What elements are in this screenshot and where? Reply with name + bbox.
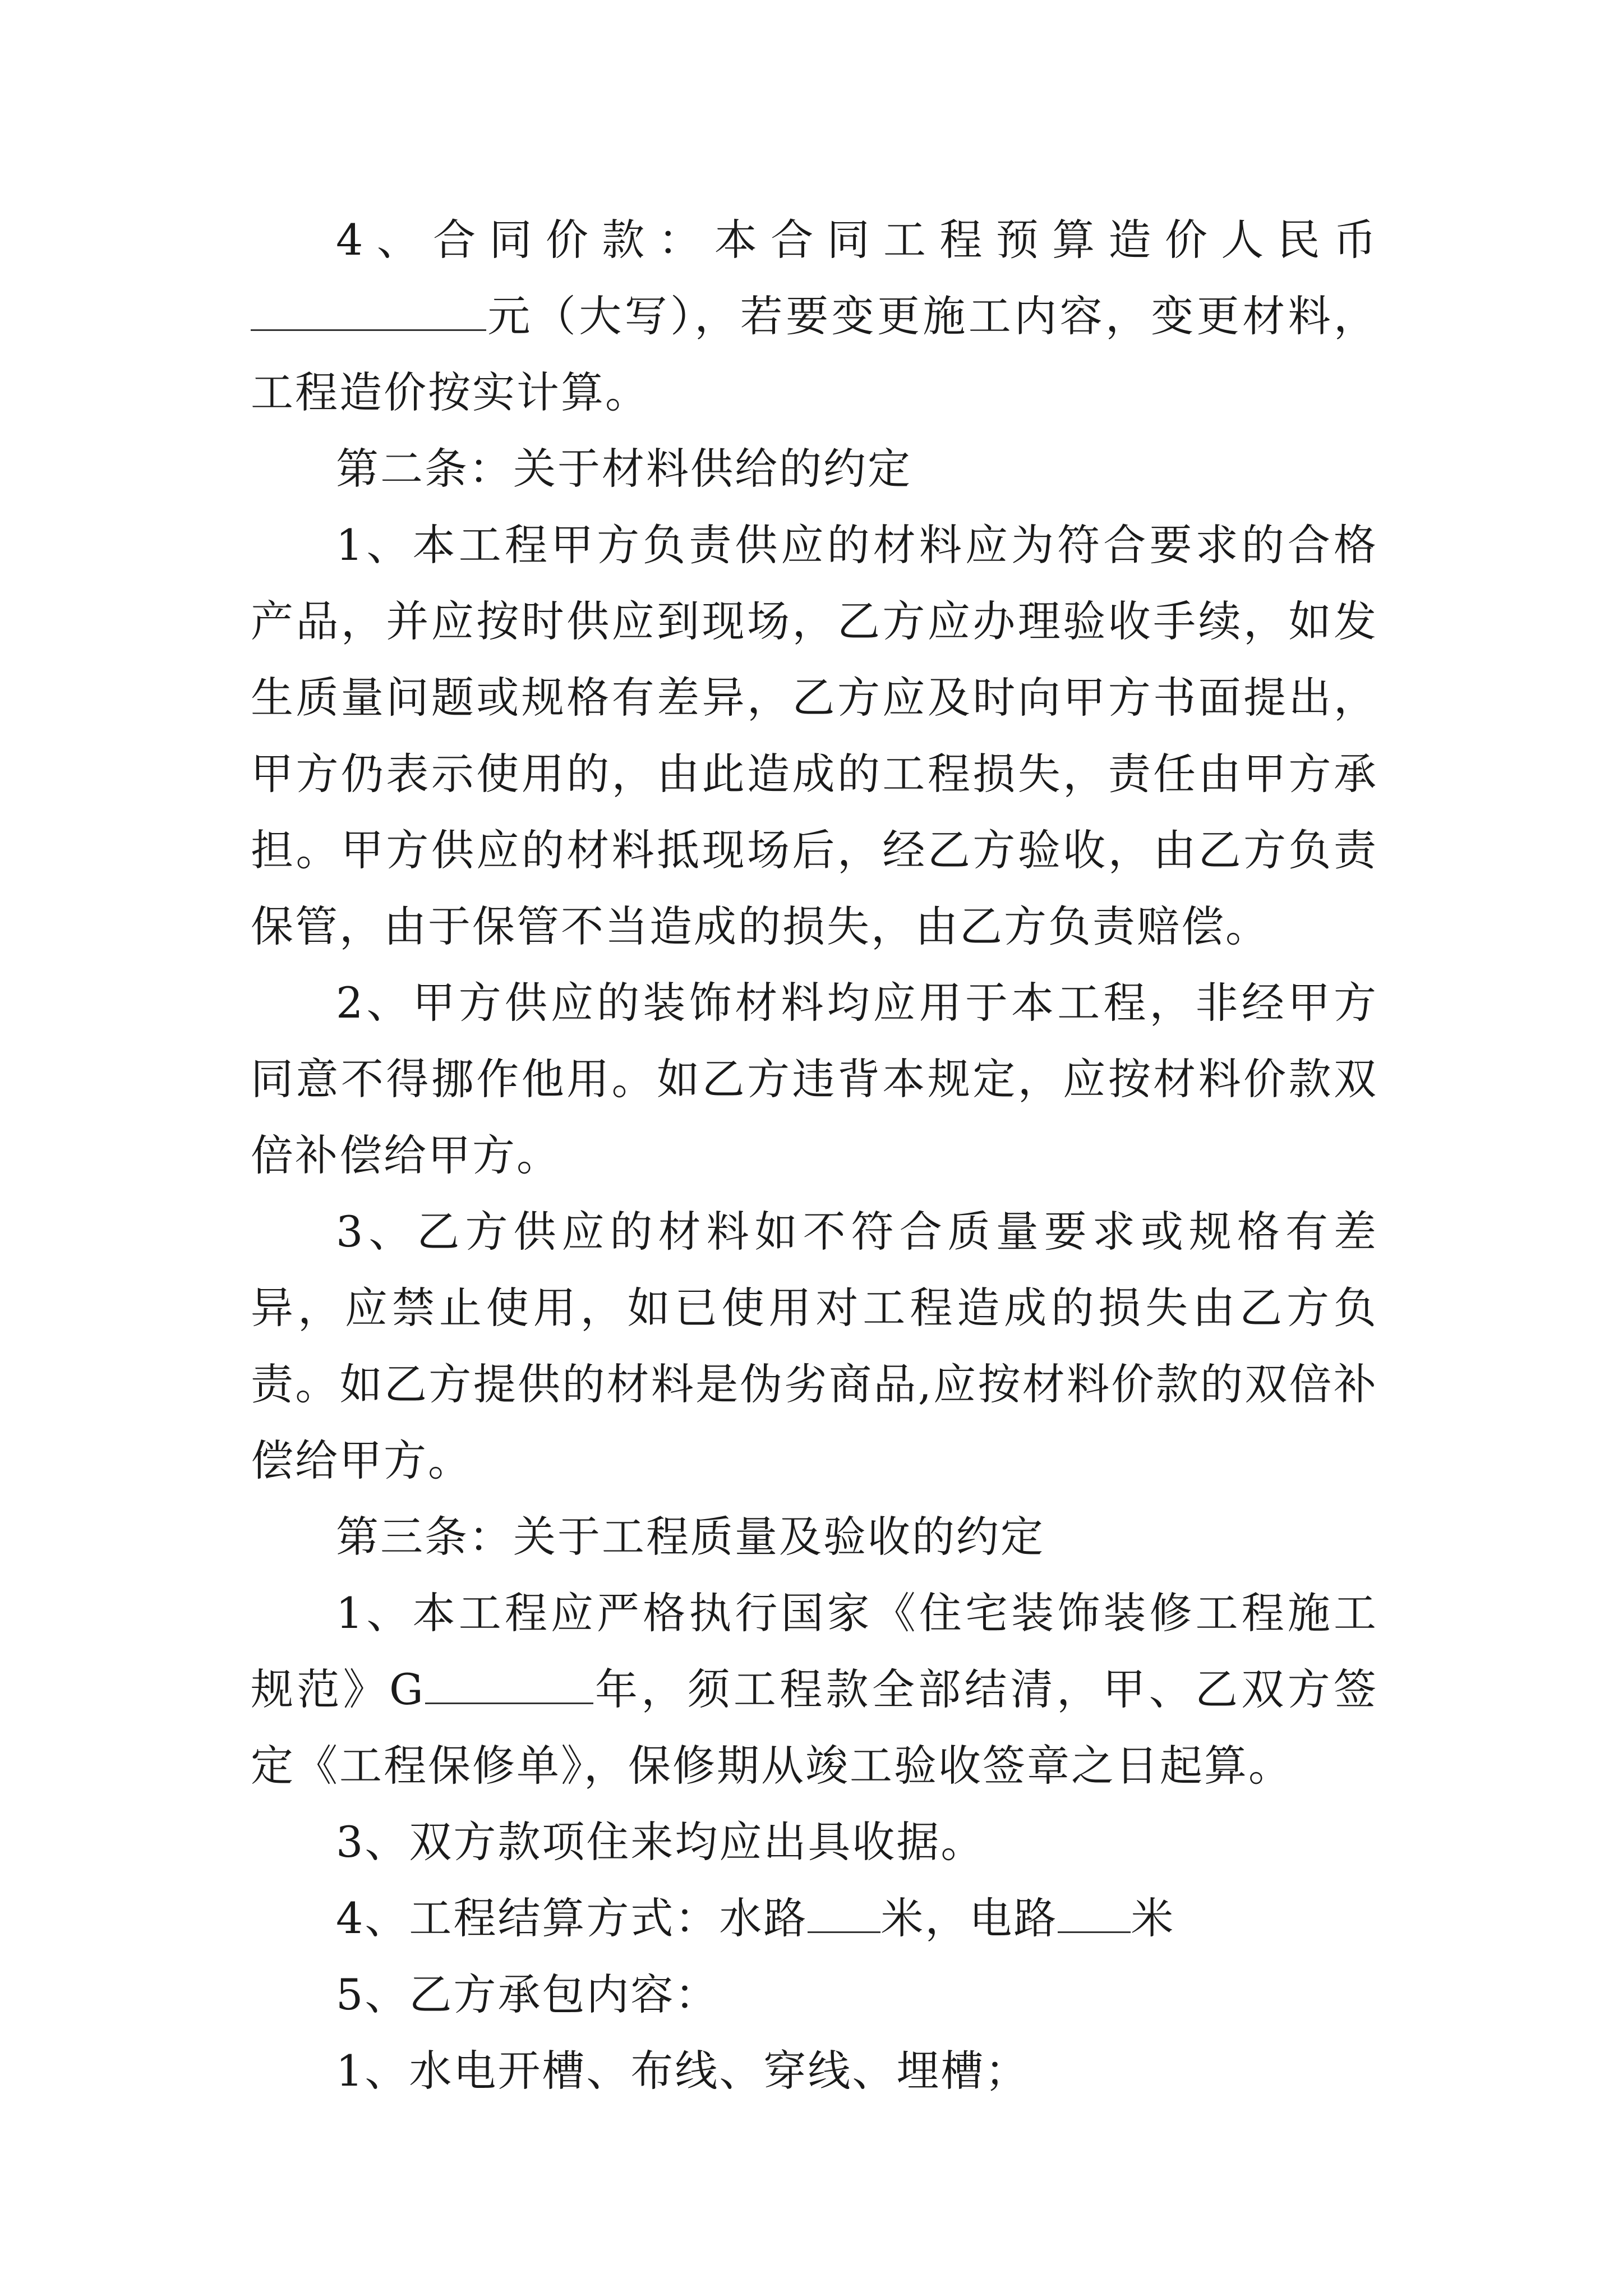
contract-price-text-before: 4、合同价款：本合同工程预算造价人民币: [336, 215, 1378, 265]
article-2-item-3: 3、乙方供应的材料如不符合质量要求或规格有差异，应禁止使用，如已使用对工程造成的损失由乙方负责。如乙方提供的材料是伪劣商品,应按材料价款的双倍补偿给甲方。: [251, 1207, 1378, 1485]
article-2-item-2: 2、甲方供应的装饰材料均应用于本工程，非经甲方同意不得挪作他用。如乙方违背本规定，应按材料价款双倍补偿给甲方。: [251, 978, 1378, 1180]
contractor-scope-item-1: 1、水电开槽、布线、穿线、埋槽；: [336, 2046, 1030, 2096]
article-3-item-1: [251, 1575, 1378, 1804]
standard-code-blank: [425, 1668, 593, 1704]
article-2-item-1: 1、本工程甲方负责供应的材料应为符合要求的合格产品，并应按时供应到现场，乙方应办理验收手续，如发生质量问题或规格有差异，乙方应及时向甲方书面提出，甲方仍表示使用的，由此造成的工程损失，责任由甲方承担。甲方供应的材料抵现场后，经乙方验收，由乙方负责保管，由于保管不当造成的损失，由乙方负责赔偿。: [251, 520, 1378, 951]
quality-standard-text-before: 1、本工程应严格执行国家《住宅装饰装修工程施工规范》G: [251, 1588, 1378, 1714]
settlement-method: [251, 1880, 1378, 1957]
article-3-heading: 第三条：关于工程质量及验收的约定: [336, 1512, 1045, 1562]
settlement-text-water: 4、工程结算方式：水路: [336, 1893, 808, 1943]
electric-length-blank: [1058, 1897, 1131, 1933]
water-length-blank: [808, 1897, 880, 1933]
settlement-text-unit: 米: [1131, 1893, 1175, 1943]
contract-price-blank: [251, 295, 486, 331]
document-body: [251, 202, 1378, 2109]
contract-price-text-after: 元（大写），若要变更施工内容，变更材料，工程造价按实计算。: [251, 291, 1378, 417]
contractor-scope-heading: 5、乙方承包内容：: [336, 1970, 720, 2019]
article-3-item-3: 3、双方款项住来均应出具收据。: [336, 1817, 985, 1867]
quality-standard-text-after: 年，须工程款全部结清，甲、乙双方签定《工程保修单》，保修期从竣工验收签章之日起算。: [251, 1664, 1378, 1791]
settlement-text-electric: 米，电路: [880, 1893, 1058, 1943]
article-2-heading: 第二条：关于材料供给的约定: [336, 444, 912, 494]
clause-contract-price: [251, 202, 1378, 431]
